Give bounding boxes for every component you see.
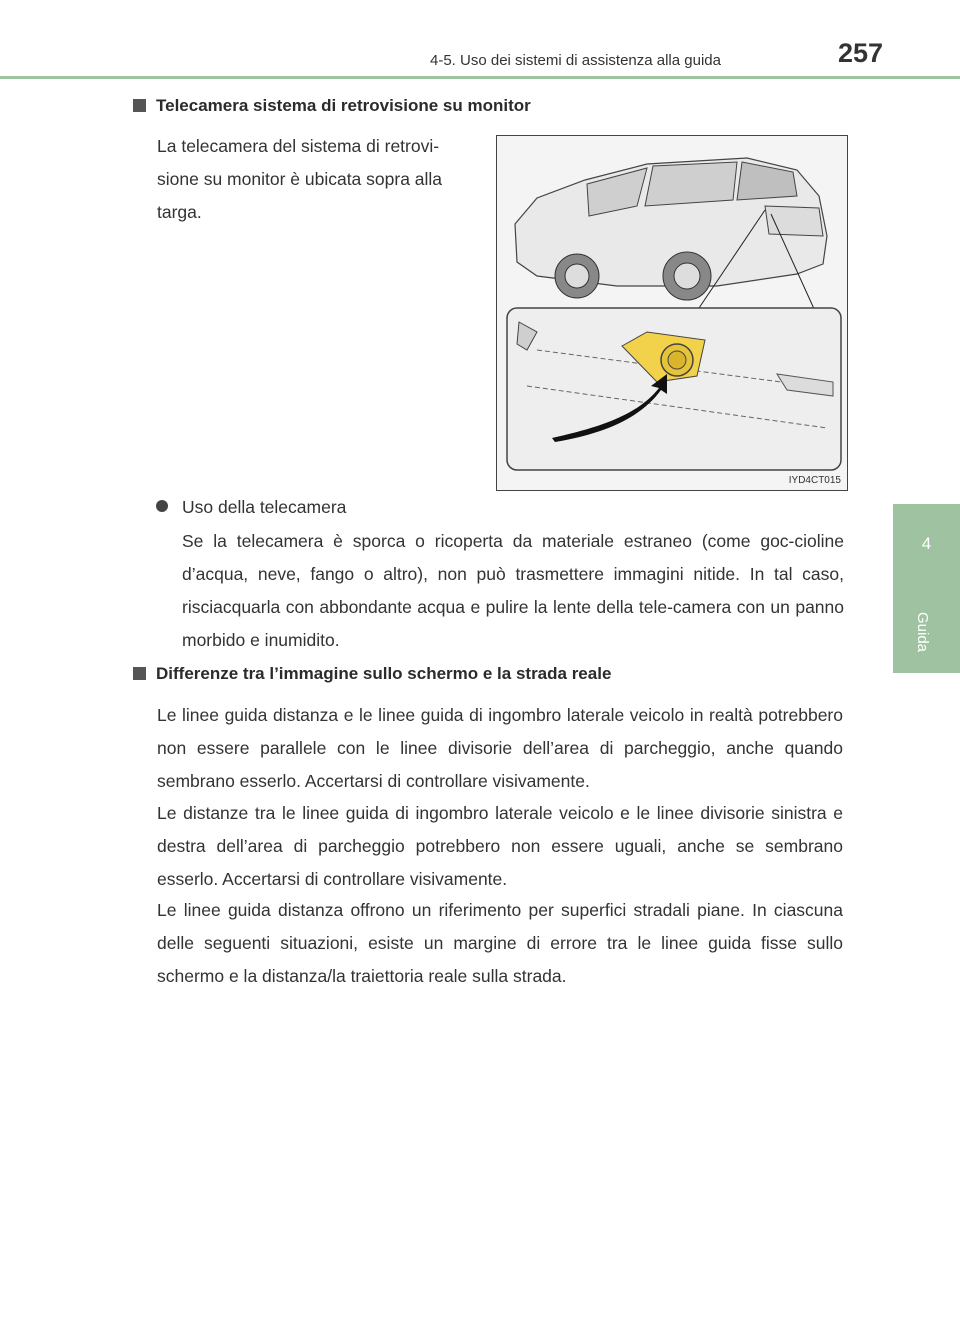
chapter-tab[interactable] (893, 504, 960, 673)
camera-location-figure (496, 135, 848, 491)
round-bullet-icon (156, 500, 168, 512)
car-rear-camera-illustration (497, 136, 847, 490)
chapter-label: Guida (914, 612, 931, 653)
intro-line: sione su monitor è ubicata sopra alla (157, 169, 443, 189)
bullet-title: Uso della telecamera (182, 497, 347, 517)
figure-code: IYD4CT015 (788, 475, 841, 486)
body-paragraph-2: Le distanze tra le linee guida di ingombro laterale veicolo e le linee divisorie sinistra e destra dell’area di parcheggio potrebbero non essere uguali, anche se sembrano esserlo. Accertarsi di controllare visivamente. (157, 803, 843, 889)
body-paragraph-3: Le linee guida distanza offrono un riferimento per superfici stradali piane. In ciascuna delle seguenti situazioni, esiste un margine di errore tra le linee guida fisse sullo schermo e la distanza/la traiettoria reale sulla strada. (157, 900, 843, 986)
intro-line: targa. (157, 202, 202, 222)
bullet-paragraph: Se la telecamera è sporca o ricoperta da materiale estraneo (come goc-cioline d’acqua, neve, fango o altro), non può trasmettere immagini nitide. In tal caso, risciacquarla con abbondante acqua e pulire la lente della tele-camera con un panno morbido e inumidito. (182, 531, 844, 650)
square-bullet-icon (133, 667, 146, 680)
section-heading-camera (133, 96, 531, 116)
square-bullet-icon (133, 99, 146, 112)
body-paragraph-1: Le linee guida distanza e le linee guida di ingombro laterale veicolo in realtà potrebbero non essere parallele con le linee divisorie dell’area di parcheggio, anche quando sembrano esserlo. Accertarsi di controllare visivamente. (157, 705, 843, 791)
chapter-number: 4 (921, 534, 932, 553)
intro-line: La telecamera del sistema di retrovi- (157, 136, 440, 156)
section-heading-text: Differenze tra l’immagine sullo schermo e la strada reale (156, 664, 612, 683)
section-heading-text: Telecamera sistema di retrovisione su monitor (156, 96, 531, 115)
intro-paragraph (157, 130, 487, 229)
page-number: 257 (838, 38, 884, 68)
header-rule (0, 76, 960, 79)
section-heading-differences (133, 664, 611, 684)
header-section-title: 4-5. Uso dei sistemi di assistenza alla guida (430, 52, 721, 69)
